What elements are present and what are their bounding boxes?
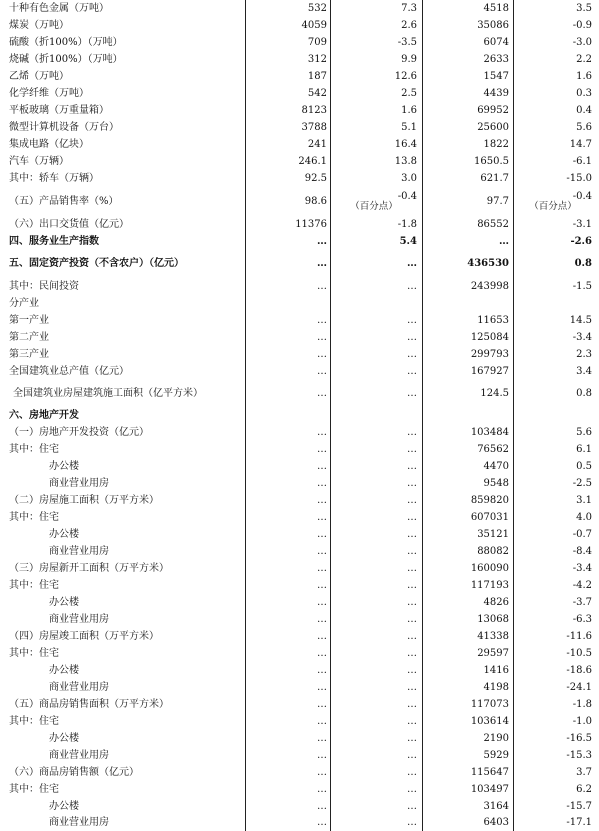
table-row bbox=[0, 611, 599, 628]
cumulative-value: 160090 bbox=[470, 562, 509, 574]
cumulative-growth: 4.0 bbox=[576, 511, 592, 523]
month-value: … bbox=[317, 732, 327, 744]
cumulative-value: 4198 bbox=[483, 681, 509, 693]
table-row bbox=[0, 815, 599, 831]
month-value: … bbox=[317, 681, 327, 693]
table-row bbox=[0, 102, 599, 119]
row-label: 其中：住宅 bbox=[9, 443, 59, 455]
cumulative-growth: -8.4 bbox=[572, 545, 592, 557]
row-label: 商业营业用房 bbox=[49, 545, 109, 557]
cumulative-value: 1650.5 bbox=[474, 155, 509, 167]
month-value: … bbox=[317, 766, 327, 778]
month-growth: … bbox=[407, 800, 417, 812]
cumulative-growth: -3.7 bbox=[572, 596, 592, 608]
month-value: … bbox=[317, 426, 327, 438]
cumulative-growth: 6.2 bbox=[576, 783, 592, 795]
cumulative-value: 299793 bbox=[470, 348, 509, 360]
month-growth: … bbox=[407, 528, 417, 540]
cumulative-value: 76562 bbox=[477, 443, 509, 455]
table-row bbox=[0, 730, 599, 747]
cumulative-growth: -17.1 bbox=[566, 817, 592, 829]
cumulative-growth: -16.5 bbox=[566, 732, 592, 744]
table-row bbox=[0, 346, 599, 363]
month-growth: 7.3 bbox=[401, 2, 417, 14]
cumulative-value: 13068 bbox=[477, 613, 509, 625]
cumulative-growth: -1.8 bbox=[572, 698, 592, 710]
month-growth: … bbox=[407, 443, 417, 455]
cumulative-growth: -3.4 bbox=[572, 331, 592, 343]
row-label: 办公楼 bbox=[49, 596, 79, 608]
cumulative-growth: 3.7 bbox=[576, 766, 592, 778]
month-value: 187 bbox=[307, 70, 327, 82]
month-growth: … bbox=[407, 613, 417, 625]
cumulative-value: 5929 bbox=[483, 749, 509, 761]
month-growth: … bbox=[407, 596, 417, 608]
table-row bbox=[0, 492, 599, 509]
cumulative-value: 103484 bbox=[470, 426, 509, 438]
table-row bbox=[0, 679, 599, 696]
table-row bbox=[0, 662, 599, 679]
table-row bbox=[0, 187, 599, 217]
table-row bbox=[0, 51, 599, 68]
month-value: … bbox=[317, 613, 327, 625]
month-value: … bbox=[317, 664, 327, 676]
table-row bbox=[0, 233, 599, 250]
row-label: 其中：住宅 bbox=[9, 511, 59, 523]
month-growth: … bbox=[407, 314, 417, 326]
row-label: （六）出口交货值（亿元） bbox=[9, 219, 129, 231]
cumulative-growth: -0.9 bbox=[572, 19, 592, 31]
cumulative-value: 117193 bbox=[470, 579, 509, 591]
cumulative-value: 115647 bbox=[470, 766, 509, 778]
table-row bbox=[0, 363, 599, 380]
cumulative-value: 97.7 bbox=[486, 196, 509, 208]
month-value: … bbox=[317, 783, 327, 795]
row-label: 全国建筑业总产值（亿元） bbox=[9, 365, 129, 377]
month-growth: 5.1 bbox=[401, 121, 417, 133]
cumulative-value: 3164 bbox=[483, 800, 509, 812]
cumulative-growth-main: -0.4 bbox=[572, 190, 592, 202]
row-label: 其中：住宅 bbox=[9, 715, 59, 727]
table-row bbox=[0, 781, 599, 798]
month-growth: … bbox=[407, 579, 417, 591]
row-label: 其中：住宅 bbox=[9, 579, 59, 591]
cumulative-growth: -2.6 bbox=[570, 235, 592, 247]
cumulative-value: 11653 bbox=[477, 314, 509, 326]
table-row bbox=[0, 119, 599, 136]
cumulative-growth: -3.1 bbox=[572, 219, 592, 231]
month-value: … bbox=[317, 715, 327, 727]
month-value: 542 bbox=[307, 87, 327, 99]
cumulative-value: 103497 bbox=[470, 783, 509, 795]
month-value: … bbox=[317, 511, 327, 523]
month-growth: … bbox=[407, 331, 417, 343]
month-value: … bbox=[317, 545, 327, 557]
table-row bbox=[0, 713, 599, 730]
month-growth: … bbox=[407, 749, 417, 761]
row-label: 乙烯（万吨） bbox=[9, 70, 69, 82]
cumulative-growth: -3.0 bbox=[572, 36, 592, 48]
row-label: 微型计算机设备（万台） bbox=[9, 121, 119, 133]
cumulative-value: 35121 bbox=[477, 528, 509, 540]
cumulative-value: 4439 bbox=[483, 87, 509, 99]
table-row bbox=[0, 696, 599, 713]
cumulative-growth: 1.6 bbox=[576, 70, 592, 82]
month-growth: 1.6 bbox=[401, 104, 417, 116]
cumulative-value: 6403 bbox=[483, 817, 509, 829]
month-growth: -1.8 bbox=[397, 219, 417, 231]
month-value: … bbox=[317, 443, 327, 455]
cumulative-value: 103614 bbox=[470, 715, 509, 727]
cumulative-growth: 5.6 bbox=[576, 121, 592, 133]
cumulative-value: 125084 bbox=[470, 331, 509, 343]
cumulative-growth: -15.0 bbox=[566, 172, 592, 184]
cumulative-value: 29597 bbox=[477, 647, 509, 659]
month-growth: -3.5 bbox=[397, 36, 417, 48]
month-growth bbox=[331, 407, 417, 424]
table-row bbox=[0, 380, 599, 407]
table-row bbox=[0, 329, 599, 346]
cumulative-value: 4470 bbox=[483, 460, 509, 472]
month-growth: 13.8 bbox=[394, 155, 417, 167]
month-value: … bbox=[317, 387, 327, 399]
month-value: … bbox=[317, 477, 327, 489]
table-row bbox=[0, 577, 599, 594]
table-row bbox=[0, 594, 599, 611]
cumulative-growth: -3.4 bbox=[572, 562, 592, 574]
month-value: 3788 bbox=[301, 121, 327, 133]
month-growth: … bbox=[407, 630, 417, 642]
cumulative-value: 1822 bbox=[483, 138, 509, 150]
row-label: 烧碱（折100%）（万吨） bbox=[9, 53, 123, 65]
cumulative-value: 621.7 bbox=[480, 172, 509, 184]
cumulative-value: 4826 bbox=[483, 596, 509, 608]
cumulative-growth: -10.5 bbox=[566, 647, 592, 659]
row-label: 六、房地产开发 bbox=[9, 409, 79, 421]
table-row bbox=[0, 543, 599, 560]
row-label: 四、服务业生产指数 bbox=[9, 235, 99, 247]
cumulative-growth: 0.4 bbox=[576, 104, 592, 116]
cumulative-growth: 6.1 bbox=[576, 443, 592, 455]
cumulative-value: 243998 bbox=[470, 280, 509, 292]
cumulative-growth bbox=[514, 295, 592, 312]
month-growth: … bbox=[407, 732, 417, 744]
table-row bbox=[0, 136, 599, 153]
month-value: 4059 bbox=[301, 19, 327, 31]
row-label: 办公楼 bbox=[49, 460, 79, 472]
table-row bbox=[0, 312, 599, 329]
cumulative-growth: -11.6 bbox=[566, 630, 592, 642]
cumulative-growth: 14.5 bbox=[569, 314, 592, 326]
month-value: … bbox=[317, 596, 327, 608]
month-growth: … bbox=[407, 426, 417, 438]
month-growth: … bbox=[407, 494, 417, 506]
table-row bbox=[0, 250, 599, 278]
cumulative-value: 9548 bbox=[483, 477, 509, 489]
row-label: 其中：轿车（万辆） bbox=[9, 172, 99, 184]
month-value: … bbox=[317, 235, 327, 247]
month-growth: … bbox=[407, 817, 417, 829]
month-growth: … bbox=[407, 681, 417, 693]
month-growth: … bbox=[407, 511, 417, 523]
table-row bbox=[0, 0, 599, 17]
month-value: … bbox=[317, 280, 327, 292]
month-growth: 16.4 bbox=[394, 138, 417, 150]
cumulative-growth: 5.6 bbox=[576, 426, 592, 438]
month-value: … bbox=[317, 579, 327, 591]
month-value: … bbox=[317, 647, 327, 659]
table-row bbox=[0, 645, 599, 662]
table-row bbox=[0, 475, 599, 492]
table-row bbox=[0, 798, 599, 815]
month-growth-note: （百分点） bbox=[350, 201, 398, 213]
month-growth: … bbox=[407, 348, 417, 360]
table-row bbox=[0, 441, 599, 458]
cumulative-value: 167927 bbox=[470, 365, 509, 377]
month-growth: 5.4 bbox=[399, 235, 417, 247]
row-label: （五）商品房销售面积（万平方米） bbox=[9, 698, 169, 710]
month-growth: 9.9 bbox=[401, 53, 417, 65]
cumulative-value: 2633 bbox=[483, 53, 509, 65]
table-row bbox=[0, 153, 599, 170]
month-growth: … bbox=[407, 664, 417, 676]
cumulative-growth: 2.2 bbox=[576, 53, 592, 65]
month-growth-main: -0.4 bbox=[397, 190, 417, 202]
month-growth bbox=[331, 295, 417, 312]
cumulative-growth: 3.4 bbox=[576, 365, 592, 377]
cumulative-growth: -1.5 bbox=[572, 280, 592, 292]
row-label: 硫酸（折100%）（万吨） bbox=[9, 36, 123, 48]
month-growth: … bbox=[407, 460, 417, 472]
row-label: （三）房屋新开工面积（万平方米） bbox=[9, 562, 169, 574]
month-growth: 2.5 bbox=[401, 87, 417, 99]
cumulative-value: 1547 bbox=[483, 70, 509, 82]
month-value: … bbox=[317, 528, 327, 540]
month-growth: … bbox=[407, 562, 417, 574]
month-value: 709 bbox=[307, 36, 327, 48]
row-label: （四）房屋竣工面积（万平方米） bbox=[9, 630, 159, 642]
cumulative-growth: 0.3 bbox=[576, 87, 592, 99]
table-row bbox=[0, 526, 599, 543]
cumulative-value: 88082 bbox=[477, 545, 509, 557]
cumulative-growth: -18.6 bbox=[566, 664, 592, 676]
row-label: 集成电路（亿块） bbox=[9, 138, 89, 150]
month-value: … bbox=[317, 494, 327, 506]
month-value: 246.1 bbox=[298, 155, 327, 167]
table-row bbox=[0, 17, 599, 34]
table-row bbox=[0, 424, 599, 441]
cumulative-growth: -4.2 bbox=[572, 579, 592, 591]
row-label: 商业营业用房 bbox=[49, 817, 109, 829]
row-label: 办公楼 bbox=[49, 732, 79, 744]
row-label: 办公楼 bbox=[49, 800, 79, 812]
table-row bbox=[0, 458, 599, 475]
month-value: … bbox=[317, 314, 327, 326]
month-growth: … bbox=[407, 387, 417, 399]
table-row bbox=[0, 509, 599, 526]
cumulative-value: 35086 bbox=[477, 19, 509, 31]
cumulative-growth: -15.7 bbox=[566, 800, 592, 812]
cumulative-growth: 0.5 bbox=[576, 460, 592, 472]
month-value: … bbox=[317, 817, 327, 829]
month-value bbox=[246, 295, 327, 312]
month-value: … bbox=[317, 258, 327, 270]
month-value: 92.5 bbox=[304, 172, 327, 184]
cumulative-growth: -6.3 bbox=[572, 613, 592, 625]
month-value: … bbox=[317, 348, 327, 360]
cumulative-value: 1416 bbox=[483, 664, 509, 676]
cumulative-value: 86552 bbox=[477, 219, 509, 231]
row-label: 全国建筑业房屋建筑施工面积（亿平方米） bbox=[13, 387, 203, 399]
month-value: … bbox=[317, 331, 327, 343]
month-growth: 2.6 bbox=[401, 19, 417, 31]
month-value: … bbox=[317, 698, 327, 710]
month-growth: … bbox=[407, 545, 417, 557]
row-label: 办公楼 bbox=[49, 528, 79, 540]
row-label: 煤炭（万吨） bbox=[9, 19, 69, 31]
month-growth: 12.6 bbox=[394, 70, 417, 82]
row-label: 商业营业用房 bbox=[49, 477, 109, 489]
row-label: 其中：住宅 bbox=[9, 647, 59, 659]
month-growth: 3.0 bbox=[401, 172, 417, 184]
month-value: 312 bbox=[307, 53, 327, 65]
row-label: 商业营业用房 bbox=[49, 613, 109, 625]
row-label: （二）房屋施工面积（万平方米） bbox=[9, 494, 159, 506]
cumulative-growth: -1.0 bbox=[572, 715, 592, 727]
row-label: 汽车（万辆） bbox=[9, 155, 69, 167]
cumulative-value: 41338 bbox=[477, 630, 509, 642]
cumulative-value: 859820 bbox=[470, 494, 509, 506]
month-value: … bbox=[317, 800, 327, 812]
table-row bbox=[0, 764, 599, 781]
month-value: 532 bbox=[307, 2, 327, 14]
month-growth bbox=[331, 187, 417, 217]
cumulative-value: 69952 bbox=[477, 104, 509, 116]
month-value: 241 bbox=[307, 138, 327, 150]
table-row bbox=[0, 85, 599, 102]
row-label: 分产业 bbox=[9, 297, 39, 309]
row-label: 办公楼 bbox=[49, 664, 79, 676]
cumulative-value: 607031 bbox=[470, 511, 509, 523]
table-row bbox=[0, 217, 599, 233]
row-label: 商业营业用房 bbox=[49, 681, 109, 693]
cumulative-value: 117073 bbox=[470, 698, 509, 710]
cumulative-value: 25600 bbox=[477, 121, 509, 133]
row-label: 第三产业 bbox=[9, 348, 49, 360]
row-label: （六）商品房销售额（亿元） bbox=[9, 766, 139, 778]
cumulative-growth bbox=[514, 187, 592, 217]
row-label: 十种有色金属（万吨） bbox=[9, 2, 109, 14]
month-growth: … bbox=[407, 715, 417, 727]
row-label: （一）房地产开发投资（亿元） bbox=[9, 426, 149, 438]
row-label: （五）产品销售率（%） bbox=[9, 196, 119, 208]
month-growth: … bbox=[407, 258, 417, 270]
cumulative-value bbox=[423, 295, 509, 312]
row-label: 平板玻璃（万重量箱） bbox=[9, 104, 109, 116]
cumulative-growth: 3.1 bbox=[576, 494, 592, 506]
row-label: 商业营业用房 bbox=[49, 749, 109, 761]
month-growth: … bbox=[407, 766, 417, 778]
month-value: 11376 bbox=[295, 219, 327, 231]
table-row bbox=[0, 407, 599, 424]
cumulative-value: 6074 bbox=[483, 36, 509, 48]
month-value: 8123 bbox=[301, 104, 327, 116]
cumulative-growth: 0.8 bbox=[576, 387, 592, 399]
month-value: … bbox=[317, 460, 327, 472]
table-row bbox=[0, 628, 599, 645]
month-value: … bbox=[317, 562, 327, 574]
month-growth: … bbox=[407, 477, 417, 489]
cumulative-growth: 14.7 bbox=[569, 138, 592, 150]
table-row bbox=[0, 34, 599, 51]
table-row bbox=[0, 68, 599, 85]
cumulative-growth-note: （百分点） bbox=[529, 201, 577, 213]
month-growth: … bbox=[407, 280, 417, 292]
month-value: … bbox=[317, 365, 327, 377]
row-label: 其中：住宅 bbox=[9, 783, 59, 795]
row-label: 第二产业 bbox=[9, 331, 49, 343]
cumulative-value: 124.5 bbox=[480, 387, 509, 399]
month-value: … bbox=[317, 630, 327, 642]
cumulative-value: 436530 bbox=[467, 258, 509, 270]
cumulative-value: … bbox=[499, 235, 509, 247]
cumulative-growth: 3.5 bbox=[576, 2, 592, 14]
row-label: 第一产业 bbox=[9, 314, 49, 326]
cumulative-growth: -2.5 bbox=[572, 477, 592, 489]
row-label: 其中：民间投资 bbox=[9, 280, 79, 292]
cumulative-growth: -0.7 bbox=[572, 528, 592, 540]
cumulative-growth: -15.3 bbox=[566, 749, 592, 761]
cumulative-growth: 2.3 bbox=[576, 348, 592, 360]
month-value: … bbox=[317, 749, 327, 761]
cumulative-value: 4518 bbox=[483, 2, 509, 14]
month-growth: … bbox=[407, 783, 417, 795]
cumulative-growth: -24.1 bbox=[566, 681, 592, 693]
month-growth: … bbox=[407, 365, 417, 377]
month-value: 98.6 bbox=[304, 196, 327, 208]
table-row bbox=[0, 747, 599, 764]
month-value bbox=[246, 407, 327, 424]
month-growth: … bbox=[407, 698, 417, 710]
row-label: 化学纤维（万吨） bbox=[9, 87, 89, 99]
cumulative-growth: 0.8 bbox=[574, 258, 592, 270]
row-label: 五、固定资产投资（不含农户）（亿元） bbox=[9, 258, 184, 270]
month-growth: … bbox=[407, 647, 417, 659]
table-row bbox=[0, 170, 599, 187]
cumulative-value bbox=[423, 407, 509, 424]
table-row bbox=[0, 278, 599, 295]
cumulative-growth: -6.1 bbox=[572, 155, 592, 167]
cumulative-value: 2190 bbox=[483, 732, 509, 744]
table-row bbox=[0, 560, 599, 577]
cumulative-growth bbox=[514, 407, 592, 424]
table-row bbox=[0, 295, 599, 312]
